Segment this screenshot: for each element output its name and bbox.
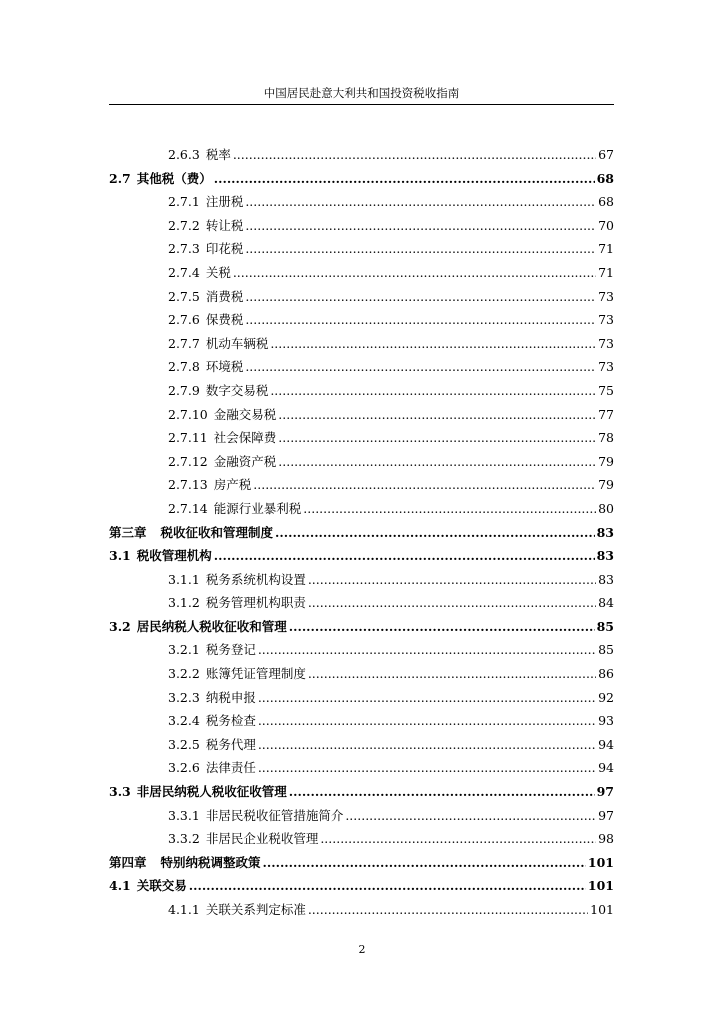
toc-subsection-entry[interactable] xyxy=(109,756,614,780)
toc-entry-number: 3.1.1 xyxy=(168,571,200,587)
toc-entry-number: 2.7.14 xyxy=(168,500,208,516)
toc-dot-leader xyxy=(308,662,596,686)
toc-entry-title: 税务系统机构设置 xyxy=(205,571,306,587)
toc-entry-page: 67 xyxy=(598,147,614,162)
toc-entry-number: 2.7.2 xyxy=(168,217,200,233)
toc-entry-page: 83 xyxy=(598,571,614,587)
toc-entry-title: 非居民纳税人税收征收管理 xyxy=(136,784,287,800)
toc-dot-leader xyxy=(270,332,596,356)
running-header-title: 中国居民赴意大利共和国投资税收指南 xyxy=(263,86,460,100)
toc-dot-leader xyxy=(308,591,596,615)
toc-dot-leader xyxy=(289,615,595,639)
toc-entry-title: 非居民企业税收管理 xyxy=(205,831,319,847)
toc-entry-page: 77 xyxy=(598,406,614,422)
toc-entry-title: 税务代理 xyxy=(205,736,256,752)
toc-entry-page: 86 xyxy=(598,666,614,682)
toc-entry-title: 账簿凭证管理制度 xyxy=(205,666,306,682)
toc-entry-page: 73 xyxy=(598,359,614,375)
toc-subsection-entry[interactable] xyxy=(109,308,614,332)
toc-subsection-entry[interactable] xyxy=(109,638,614,662)
toc-entry-number: 2.7.7 xyxy=(168,335,200,351)
toc-section-entry[interactable] xyxy=(109,874,614,898)
toc-entry-number: 2.7.1 xyxy=(168,194,200,210)
toc-dot-leader xyxy=(214,167,595,191)
toc-dot-leader xyxy=(258,756,596,780)
toc-dot-leader xyxy=(278,426,596,450)
toc-entry-number: 2.7.3 xyxy=(168,241,200,257)
toc-section-entry[interactable] xyxy=(109,615,614,639)
toc-entry-number: 4.1 xyxy=(109,878,131,894)
toc-subsection-entry[interactable] xyxy=(109,261,614,285)
toc-entry-page: 68 xyxy=(596,170,614,186)
toc-dot-leader xyxy=(233,143,596,167)
toc-entry-title: 能源行业暴利税 xyxy=(213,500,302,516)
toc-subsection-entry[interactable] xyxy=(109,237,614,261)
toc-entry-page: 79 xyxy=(598,477,614,493)
toc-subsection-entry[interactable] xyxy=(109,709,614,733)
toc-entry-number: 2.7.5 xyxy=(168,288,200,304)
toc-entry-page: 79 xyxy=(598,453,614,469)
toc-dot-leader xyxy=(258,686,596,710)
toc-entry-number: 3.2.1 xyxy=(168,642,200,658)
toc-entry-title: 社会保障费 xyxy=(213,430,277,446)
toc-entry-number: 2.7.12 xyxy=(168,453,208,469)
toc-entry-number: 第三章 xyxy=(109,524,147,540)
toc-dot-leader xyxy=(270,379,596,403)
toc-entry-number: 3.1 xyxy=(109,548,131,564)
toc-entry-number: 4.1.1 xyxy=(168,902,200,917)
toc-entry-number: 3.2.2 xyxy=(168,666,200,682)
toc-subsection-entry[interactable] xyxy=(109,473,614,497)
toc-subsection-entry[interactable] xyxy=(109,285,614,309)
toc-entry-page: 80 xyxy=(598,500,614,516)
toc-entry-title: 其他税（费） xyxy=(136,170,212,186)
toc-entry-title: 注册税 xyxy=(205,194,244,210)
toc-entry-number: 3.3.1 xyxy=(168,807,200,823)
running-header xyxy=(109,86,614,105)
toc-dot-leader xyxy=(308,898,588,922)
toc-entry-title: 保费税 xyxy=(205,312,244,328)
toc-entry-number: 3.1.2 xyxy=(168,595,200,611)
toc-chapter-entry[interactable] xyxy=(109,521,614,545)
toc-entry-page: 83 xyxy=(596,524,614,540)
toc-entry-number: 2.7.13 xyxy=(168,477,208,493)
toc-subsection-entry[interactable] xyxy=(109,403,614,427)
toc-entry-page: 101 xyxy=(587,878,614,894)
toc-entry-number: 2.7 xyxy=(109,170,131,186)
toc-entry-page: 94 xyxy=(598,760,614,776)
toc-dot-leader xyxy=(245,285,596,309)
toc-dot-leader xyxy=(258,733,596,757)
toc-dot-leader xyxy=(258,709,596,733)
toc-entry-page: 73 xyxy=(598,288,614,304)
toc-dot-leader xyxy=(278,450,596,474)
toc-entry-title: 税收管理机构 xyxy=(136,548,212,564)
toc-entry-title: 转让税 xyxy=(205,217,244,233)
toc-entry-number: 2.7.9 xyxy=(168,382,200,398)
toc-subsection-entry[interactable] xyxy=(109,450,614,474)
toc-entry-number: 3.3.2 xyxy=(168,831,200,847)
toc-entry-number: 3.2.3 xyxy=(168,689,200,705)
toc-entry-title: 居民纳税人税收征收和管理 xyxy=(136,618,287,634)
toc-entry-number: 2.7.6 xyxy=(168,312,200,328)
toc-entry-page: 92 xyxy=(598,689,614,705)
toc-entry-page: 70 xyxy=(598,217,614,233)
toc-entry-page: 85 xyxy=(598,642,614,658)
toc-dot-leader xyxy=(275,521,595,545)
toc-entry-page: 101 xyxy=(590,902,614,917)
toc-section-entry[interactable] xyxy=(109,780,614,804)
toc-entry-page: 73 xyxy=(598,335,614,351)
toc-entry-title: 消费税 xyxy=(205,288,244,304)
toc-subsection-entry[interactable] xyxy=(109,591,614,615)
toc-entry-title: 数字交易税 xyxy=(205,382,269,398)
toc-dot-leader xyxy=(320,827,596,851)
toc-entry-number: 3.3 xyxy=(109,784,131,800)
toc-entry-page: 68 xyxy=(598,194,614,210)
toc-subsection-entry[interactable] xyxy=(109,497,614,521)
toc-dot-leader xyxy=(258,638,596,662)
toc-entry-title: 税率 xyxy=(205,147,231,162)
toc-dot-leader xyxy=(189,874,586,898)
toc-dot-leader xyxy=(278,403,596,427)
toc-entry-number: 2.7.11 xyxy=(168,430,208,446)
toc-subsection-entry[interactable] xyxy=(109,898,614,922)
toc-subsection-entry[interactable] xyxy=(109,568,614,592)
toc-section-entry[interactable] xyxy=(109,544,614,568)
toc-entry-page: 98 xyxy=(598,831,614,847)
toc-subsection-entry[interactable] xyxy=(109,190,614,214)
toc-entry-title: 金融资产税 xyxy=(213,453,277,469)
toc-dot-leader xyxy=(289,780,595,804)
toc-subsection-entry[interactable] xyxy=(109,733,614,757)
toc-entry-number: 3.2 xyxy=(109,618,131,634)
toc-entry-page: 71 xyxy=(598,241,614,257)
toc-entry-page: 83 xyxy=(596,548,614,564)
toc-entry-page: 85 xyxy=(596,618,614,634)
toc-subsection-entry[interactable] xyxy=(109,804,614,828)
toc-entry-page: 73 xyxy=(598,312,614,328)
toc-entry-page: 97 xyxy=(596,784,614,800)
toc-entry-title: 税收征收和管理制度 xyxy=(160,524,274,540)
toc-entry-title: 环境税 xyxy=(205,359,244,375)
toc-dot-leader xyxy=(245,190,596,214)
toc-entry-page: 75 xyxy=(598,382,614,398)
toc-dot-leader xyxy=(345,804,596,828)
toc-entry-title: 非居民税收征管措施简介 xyxy=(205,807,344,823)
toc-entry-title: 法律责任 xyxy=(205,760,256,776)
toc-entry-page: 71 xyxy=(598,264,614,280)
toc-dot-leader xyxy=(303,497,596,521)
toc-dot-leader xyxy=(308,568,596,592)
toc-entry-page: 78 xyxy=(598,430,614,446)
toc-dot-leader xyxy=(253,473,596,497)
toc-subsection-entry[interactable] xyxy=(109,662,614,686)
toc-chapter-entry[interactable] xyxy=(109,851,614,875)
toc-entry-page: 101 xyxy=(587,854,614,870)
toc-entry-title: 房产税 xyxy=(213,477,252,493)
toc-entry-number: 2.7.4 xyxy=(168,264,200,280)
toc-subsection-entry[interactable] xyxy=(109,143,614,167)
toc-entry-number: 2.7.10 xyxy=(168,406,208,422)
toc-entry-number: 2.6.3 xyxy=(168,147,200,162)
toc-entry-title: 机动车辆税 xyxy=(205,335,269,351)
toc-dot-leader xyxy=(233,261,596,285)
toc-subsection-entry[interactable] xyxy=(109,827,614,851)
toc-entry-number: 第四章 xyxy=(109,854,147,870)
toc-subsection-entry[interactable] xyxy=(109,332,614,356)
toc-dot-leader xyxy=(245,355,596,379)
toc-subsection-entry[interactable] xyxy=(109,355,614,379)
toc-subsection-entry[interactable] xyxy=(109,686,614,710)
page-number: 2 xyxy=(358,943,366,956)
toc-entry-number: 3.2.6 xyxy=(168,760,200,776)
toc-entry-title: 纳税申报 xyxy=(205,689,256,705)
toc-dot-leader xyxy=(214,544,595,568)
toc-dot-leader xyxy=(263,851,586,875)
toc-entry-title: 关联关系判定标准 xyxy=(205,902,306,917)
toc-entry-title: 特别纳税调整政策 xyxy=(160,854,261,870)
toc-entry-title: 税务登记 xyxy=(205,642,256,658)
toc-entry-page: 84 xyxy=(598,595,614,611)
toc-dot-leader xyxy=(245,308,596,332)
toc-entry-title: 税务管理机构职责 xyxy=(205,595,306,611)
toc-entry-title: 税务检查 xyxy=(205,713,256,729)
toc-subsection-entry[interactable] xyxy=(109,214,614,238)
toc-entry-title: 金融交易税 xyxy=(213,406,277,422)
toc-entry-title: 关联交易 xyxy=(136,878,187,894)
toc-section-entry[interactable] xyxy=(109,167,614,191)
toc-entry-page: 97 xyxy=(598,807,614,823)
toc-entry-title: 印花税 xyxy=(205,241,244,257)
toc-entry-page: 94 xyxy=(598,736,614,752)
toc-subsection-entry[interactable] xyxy=(109,379,614,403)
toc-entry-number: 3.2.5 xyxy=(168,736,200,752)
toc-subsection-entry[interactable] xyxy=(109,426,614,450)
table-of-contents xyxy=(109,143,614,922)
toc-entry-page: 93 xyxy=(598,713,614,729)
toc-entry-number: 3.2.4 xyxy=(168,713,200,729)
toc-entry-number: 2.7.8 xyxy=(168,359,200,375)
toc-entry-title: 关税 xyxy=(205,264,231,280)
toc-dot-leader xyxy=(245,214,596,238)
toc-dot-leader xyxy=(245,237,596,261)
